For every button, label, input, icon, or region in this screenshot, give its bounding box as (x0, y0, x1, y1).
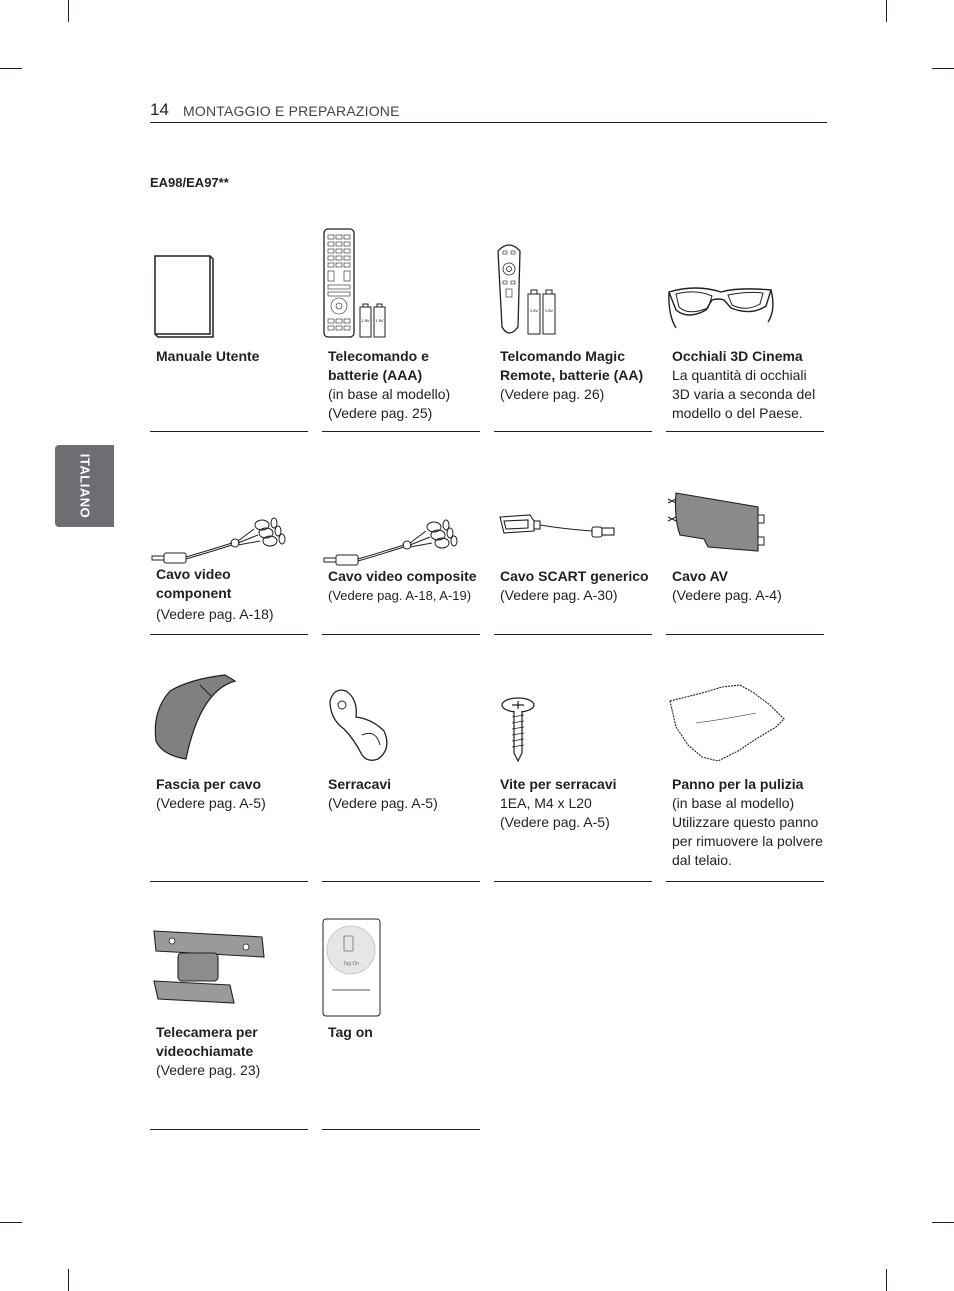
item-desc: (Vedere pag. A-18, A-19) (328, 588, 472, 603)
accessory-scart-cable (494, 485, 652, 635)
3d-glasses-icon (666, 280, 824, 340)
page-header (150, 98, 827, 123)
screw-icon (494, 695, 652, 765)
item-name: Cavo video component (156, 566, 232, 601)
item-desc: (Vedere pag. 23) (156, 1062, 261, 1078)
crop-mark (68, 0, 69, 22)
crop-mark (0, 1222, 22, 1223)
item-name: Vite per serracavi (500, 776, 617, 792)
accessory-video-camera (150, 915, 308, 1130)
item-desc: (Vedere pag. 26) (500, 386, 605, 402)
accessory-tag-on (322, 915, 480, 1130)
magic-remote-icon (494, 239, 652, 342)
page-number: 14 (150, 100, 169, 119)
item-name: Telcomando Magic Remote, batterie (AA) (500, 348, 644, 383)
item-desc: (Vedere pag. 25) (328, 405, 433, 421)
item-desc: Utilizzare questo panno per rimuovere la polvere dal telaio. (672, 814, 823, 868)
crop-mark (932, 68, 954, 69)
battery-label: 1.5V (544, 308, 554, 313)
crop-mark (932, 1222, 954, 1223)
item-name: Occhiali 3D Cinema (672, 348, 803, 364)
item-desc: (Vedere pag. A-5) (500, 814, 610, 830)
language-tab-label: ITALIANO (77, 453, 92, 519)
item-name: Cavo SCART generico (500, 568, 649, 584)
item-desc: (Vedere pag. A-30) (500, 587, 618, 603)
tag-on-icon (322, 918, 480, 1018)
item-desc: (Vedere pag. A-18) (156, 606, 274, 622)
video-camera-icon (150, 923, 308, 1018)
item-desc: (Vedere pag. A-5) (328, 795, 438, 811)
item-name: Manuale Utente (156, 348, 260, 364)
battery-label: 1.5V (529, 308, 539, 313)
model-label: EA98/EA97** (150, 175, 229, 190)
item-name: Serracavi (328, 776, 392, 792)
accessory-av-cable (666, 485, 824, 635)
accessory-remote-aaa (322, 225, 480, 432)
item-desc: La quantità di occhiali 3D varia a seconda del modello o del Paese. (672, 367, 816, 421)
crop-mark (0, 68, 22, 69)
item-name: Cavo video composite (328, 568, 477, 584)
crop-mark (886, 0, 887, 22)
av-cable-icon (666, 489, 824, 559)
item-name: Telecamera per videochiamate (156, 1024, 258, 1059)
crop-mark (886, 1269, 887, 1291)
accessory-component-cable (150, 485, 308, 635)
item-name: Fascia per cavo (156, 776, 262, 792)
battery-label: 1.5V (361, 318, 370, 323)
crop-mark (68, 1269, 69, 1291)
accessory-cable-tie (322, 667, 480, 882)
item-name: Tag on (328, 1024, 373, 1040)
item-name: Cavo AV (672, 568, 729, 584)
accessory-manual (150, 225, 308, 432)
tag-on-text: Tag On (342, 961, 360, 967)
item-desc: (in base al modello) (672, 795, 795, 811)
item-desc: (Vedere pag. A-4) (672, 587, 782, 603)
item-desc: (in base al modello) (328, 386, 451, 402)
item-name: Telecomando e batterie (AAA) (328, 348, 429, 383)
section-title: MONTAGGIO E PREPARAZIONE (183, 103, 400, 119)
accessory-3d-glasses (666, 225, 824, 432)
accessory-magic-remote (494, 225, 652, 432)
composite-cable-icon (322, 497, 480, 567)
accessory-screw (494, 667, 652, 882)
item-name: Panno per la pulizia (672, 776, 804, 792)
cable-holder-icon (150, 671, 308, 766)
remote-control-icon (322, 227, 480, 342)
battery-label: 1.5V (375, 318, 384, 323)
component-cable-icon (150, 495, 308, 565)
cleaning-cloth-icon (666, 683, 824, 765)
accessory-cable-holder (150, 667, 308, 882)
accessory-composite-cable (322, 485, 480, 635)
cable-tie-icon (322, 685, 480, 765)
language-tab (55, 445, 114, 527)
scart-cable-icon (494, 507, 652, 557)
item-desc: (Vedere pag. A-5) (156, 795, 266, 811)
manual-icon (150, 253, 308, 338)
item-desc: 1EA, M4 x L20 (500, 795, 592, 811)
accessory-cleaning-cloth (666, 667, 824, 882)
